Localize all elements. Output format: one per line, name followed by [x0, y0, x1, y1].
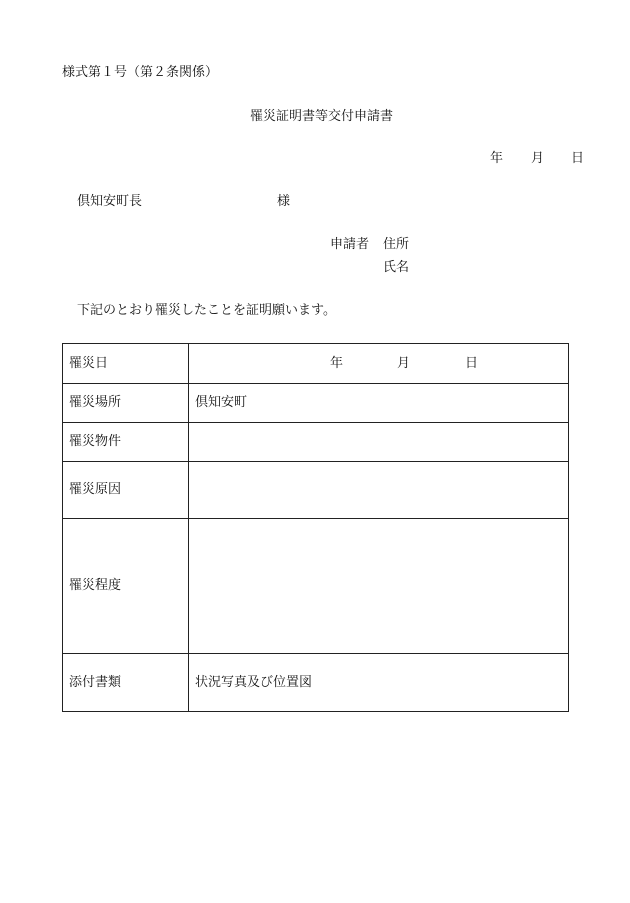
table-row-attachments: [63, 654, 569, 712]
disaster-date-month: 月: [397, 356, 411, 371]
table-row-disaster-property: [63, 423, 569, 462]
addressee-honorific: 様: [277, 194, 291, 209]
applicant-name-label: 氏名: [383, 260, 410, 275]
disaster-location-value: 倶知安町: [189, 384, 569, 423]
table-row-disaster-date: [63, 344, 569, 384]
applicant-label: 申請者: [330, 237, 370, 252]
row-label: 罹災原因: [63, 462, 189, 519]
table-row-disaster-severity: [63, 519, 569, 654]
row-label: 罹災場所: [63, 384, 189, 423]
row-label: 罹災程度: [63, 519, 189, 654]
disaster-date-value: [189, 344, 569, 384]
date-day-label: 日: [571, 151, 585, 166]
table-row-disaster-cause: [63, 462, 569, 519]
disaster-severity-value: [189, 519, 569, 654]
row-label: 罹災日: [63, 344, 189, 384]
disaster-date-day: 日: [465, 356, 479, 371]
disaster-cause-value: [189, 462, 569, 519]
request-statement: 下記のとおり罹災したことを証明願います。: [77, 303, 336, 318]
attachments-value: 状況写真及び位置図: [189, 654, 569, 712]
application-table: [62, 343, 569, 712]
applicant-address-label: 住所: [383, 237, 410, 252]
table-row-disaster-location: [63, 384, 569, 423]
row-label: 罹災物件: [63, 423, 189, 462]
addressee-name: 倶知安町長: [77, 194, 143, 209]
date-month-label: 月: [531, 151, 545, 166]
date-year-label: 年: [490, 151, 504, 166]
row-label: 添付書類: [63, 654, 189, 712]
document-title: 罹災証明書等交付申請書: [250, 109, 394, 124]
disaster-property-value: [189, 423, 569, 462]
form-number: 様式第１号（第２条関係）: [62, 65, 219, 80]
disaster-date-year: 年: [330, 356, 344, 371]
